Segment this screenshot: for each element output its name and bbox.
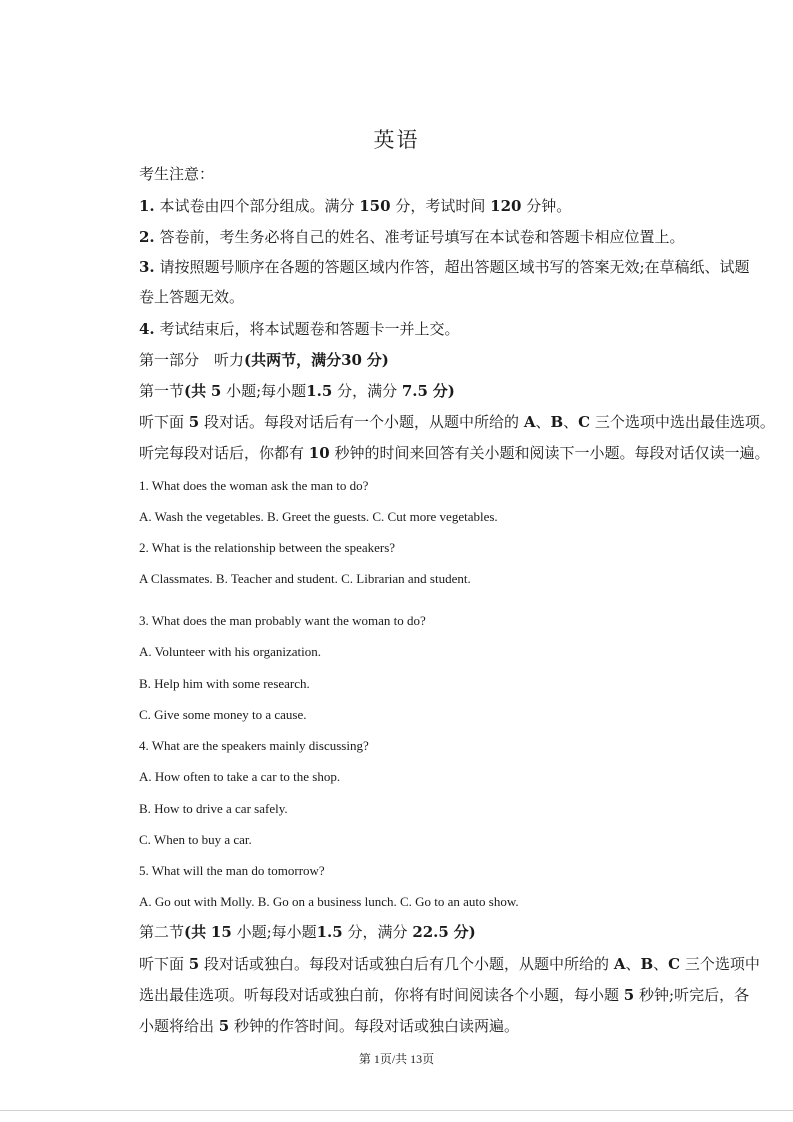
section-one-instruction-1: 听下面 5 段对话。每段对话后有一个小题，从题中所给的 A、B、C 三个选项中选出最佳选项。 (139, 413, 775, 431)
notice-item-3-cont: 卷上答题无效。 (139, 288, 245, 306)
page-number: 第 1页/共 13页 (358, 1052, 435, 1066)
section-two-heading: 第二节(共 15 小题;每小题1.5 分，满分 22.5 分) (139, 923, 476, 941)
question-1: 1. What does the woman ask the man to do? (139, 478, 369, 493)
question-4-option-c: C. When to buy a car. (139, 832, 252, 847)
question-3-option-c: C. Give some money to a cause. (139, 707, 307, 722)
notice-item-3: 3. 请按照题号顺序在各题的答题区域内作答，超出答题区域书写的答案无效;在草稿纸、试题 (139, 258, 750, 276)
bottom-divider (0, 1110, 793, 1111)
notice-item-2: 2. 答卷前，考生务必将自己的姓名、准考证号填写在本试卷和答题卡相应位置上。 (139, 228, 685, 246)
question-4-option-b: B. How to drive a car safely. (139, 801, 288, 816)
section-two-instruction-3: 小题将给出 5 秒钟的作答时间。每段对话或独白读两遍。 (139, 1017, 520, 1035)
section-one-heading: 第一节(共 5 小题;每小题1.5 分，满分 7.5 分) (139, 382, 455, 400)
question-1-options: A. Wash the vegetables. B. Greet the guests. C. Cut more vegetables. (139, 509, 498, 524)
notice-item-4: 4. 考试结束后，将本试题卷和答题卡一并上交。 (139, 320, 460, 338)
notice-item-1: 1. 本试卷由四个部分组成。满分 150 分，考试时间 120 分钟。 (139, 197, 572, 215)
question-3-option-a: A. Volunteer with his organization. (139, 644, 321, 659)
question-3-option-b: B. Help him with some research. (139, 676, 310, 691)
question-4: 4. What are the speakers mainly discussing? (139, 738, 369, 753)
question-3: 3. What does the man probably want the woman to do? (139, 613, 426, 628)
section-one-instruction-2: 听完每段对话后，你都有 10 秒钟的时间来回答有关小题和阅读下一小题。每段对话仅读一遍。 (139, 444, 770, 462)
section-two-instruction-2: 选出最佳选项。听每段对话或独白前，你将有时间阅读各个小题，每小题 5 秒钟;听完后，各 (139, 986, 750, 1004)
notice-heading: 考生注意： (139, 165, 215, 183)
question-5: 5. What will the man do tomorrow? (139, 863, 325, 878)
question-2-options: A Classmates. B. Teacher and student. C. Librarian and student. (139, 571, 471, 586)
question-5-options: A. Go out with Molly. B. Go on a business lunch. C. Go to an auto show. (139, 894, 519, 909)
page-title: 英语 (373, 128, 420, 152)
section-two-instruction-1: 听下面 5 段对话或独白。每段对话或独白后有几个小题，从题中所给的 A、B、C 三个选项中 (139, 955, 760, 973)
question-2: 2. What is the relationship between the speakers? (139, 540, 396, 555)
question-4-option-a: A. How often to take a car to the shop. (139, 769, 341, 784)
part-one-heading: 第一部分 听力(共两节，满分30 分) (139, 351, 389, 369)
